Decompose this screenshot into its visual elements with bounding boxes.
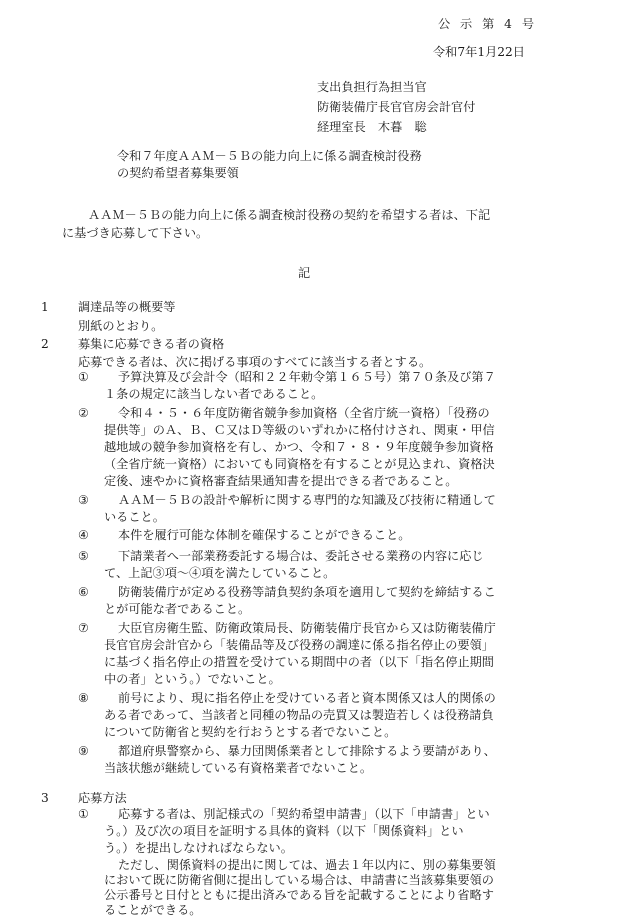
item-text: ある者であって、当該者と同種の物品の売買又は製造若しくは役務請負 [104, 708, 494, 722]
section-number: 1 [41, 300, 49, 314]
item-text: 防衛装備庁が定める役務等請負契約条項を適用して契約を締結するこ [118, 585, 496, 599]
document-title: 令和７年度ＡＡＭ－５Ｂの能力向上に係る調査検討役務 [117, 149, 422, 163]
issuer-line: 防衛装備庁長官官房会計官付 [317, 100, 476, 114]
item-marker: ④ [78, 528, 89, 542]
item-marker: ① [78, 370, 89, 384]
issuer-signatory: 経理室長 木暮 聡 [317, 120, 427, 134]
item-marker: ③ [78, 493, 89, 507]
item-text: 予算決算及び会計令（昭和２２年勅令第１６５号）第７０条及び第７ [118, 370, 496, 384]
item-marker: ⑤ [78, 549, 89, 563]
item-text: う。）を提出しなければならない。 [104, 841, 293, 855]
item-text: 前号により、現に指名停止を受けている者と資本関係又は人的関係の [118, 691, 496, 705]
item-text: 提供等」のＡ、Ｂ、Ｃ又はＤ等級のいずれかに格付けされ、関東・甲信 [104, 423, 495, 437]
section-title: 応募方法 [78, 791, 127, 805]
item-text: １条の規定に該当しない者であること。 [104, 387, 324, 401]
item-text: 本件を履行可能な体制を確保することができること。 [118, 528, 411, 542]
section-number: 2 [41, 337, 49, 351]
item-marker: ⑧ [78, 691, 89, 705]
item-marker: ① [78, 807, 89, 821]
notice-number: 公 示 第 4 号 [438, 17, 538, 31]
section-lead: 応募できる者は、次に掲げる事項のすべてに該当する者とする。 [78, 355, 432, 369]
item-text: 長官官房会計官から「装備品等及び役務の調達に係る指名停止の要領」 [104, 638, 494, 652]
item-text: において既に防衛省側に提出している場合は、申請書に当該募集要領の [104, 873, 494, 887]
item-text: ることができる。 [104, 903, 202, 917]
item-marker: ⑨ [78, 744, 89, 758]
item-text: 都道府県警察から、暴力団関係業者として排除するよう要請があり、 [118, 744, 496, 758]
item-text: う。）及び次の項目を証明する具体的資料（以下「関係資料」とい [104, 824, 464, 838]
item-text: （全省庁統一資格）においても同資格を有することが見込まれ、資格決 [104, 457, 495, 471]
intro-paragraph: に基づき応募して下さい。 [62, 226, 209, 240]
item-text: に基づく指名停止の措置を受けている期間中の者（以下「指名停止期間 [104, 655, 494, 669]
item-text: いること。 [104, 510, 165, 524]
item-marker: ② [78, 406, 89, 420]
item-text: 応募する者は、別記様式の「契約希望申請書」（以下「申請書」とい [118, 807, 490, 821]
item-marker: ⑦ [78, 621, 89, 635]
item-text: 当該状態が継続している有資格業者でないこと。 [104, 761, 373, 775]
document-title: の契約希望者募集要領 [117, 166, 239, 180]
item-text: 令和４・５・６年度防衛省競争参加資格（全省庁統一資格）「役務の [118, 406, 490, 420]
item-text: について防衛省と契約を行おうとする者でないこと。 [104, 725, 397, 739]
item-text: ただし、関係資料の提出に関しては、過去１年以内に、別の募集要領 [118, 858, 496, 872]
item-text: とが可能な者であること。 [104, 602, 251, 616]
section-body: 別紙のとおり。 [78, 319, 164, 333]
item-marker: ⑥ [78, 585, 89, 599]
item-text: ＡＡＭ－５Ｂの設計や解析に関する専門的な知識及び技術に精通して [118, 493, 496, 507]
section-number: 3 [41, 791, 49, 805]
notice-date: 令和7年1月22日 [433, 45, 525, 59]
item-text: 越地域の競争参加資格を有し、かつ、令和７・８・９年度競争参加資格 [104, 440, 494, 454]
section-title: 募集に応募できる者の資格 [78, 337, 225, 351]
item-text: 中の者」という。）でないこと。 [104, 672, 281, 686]
ki-heading: 記 [298, 266, 311, 280]
section-title: 調達品等の概要等 [78, 300, 176, 314]
item-text: 大臣官房衛生監、防衛政策局長、防衛装備庁長官から又は防衛装備庁 [118, 621, 496, 635]
intro-paragraph: ＡＡＭ－５Ｂの能力向上に係る調査検討役務の契約を希望する者は、下記 [88, 208, 491, 222]
item-text: 公示番号と日付とともに提出済みである旨を記載することにより省略す [104, 888, 494, 900]
item-text: 定後、速やかに資格審査結果通知書を提出できる者であること。 [104, 474, 458, 488]
issuer-line: 支出負担行為担当官 [317, 80, 427, 94]
item-text: て、上記③項～④項を満たしていること。 [104, 566, 336, 580]
item-text: 下請業者へ一部業務委託する場合は、委託させる業務の内容に応じ [118, 549, 484, 563]
